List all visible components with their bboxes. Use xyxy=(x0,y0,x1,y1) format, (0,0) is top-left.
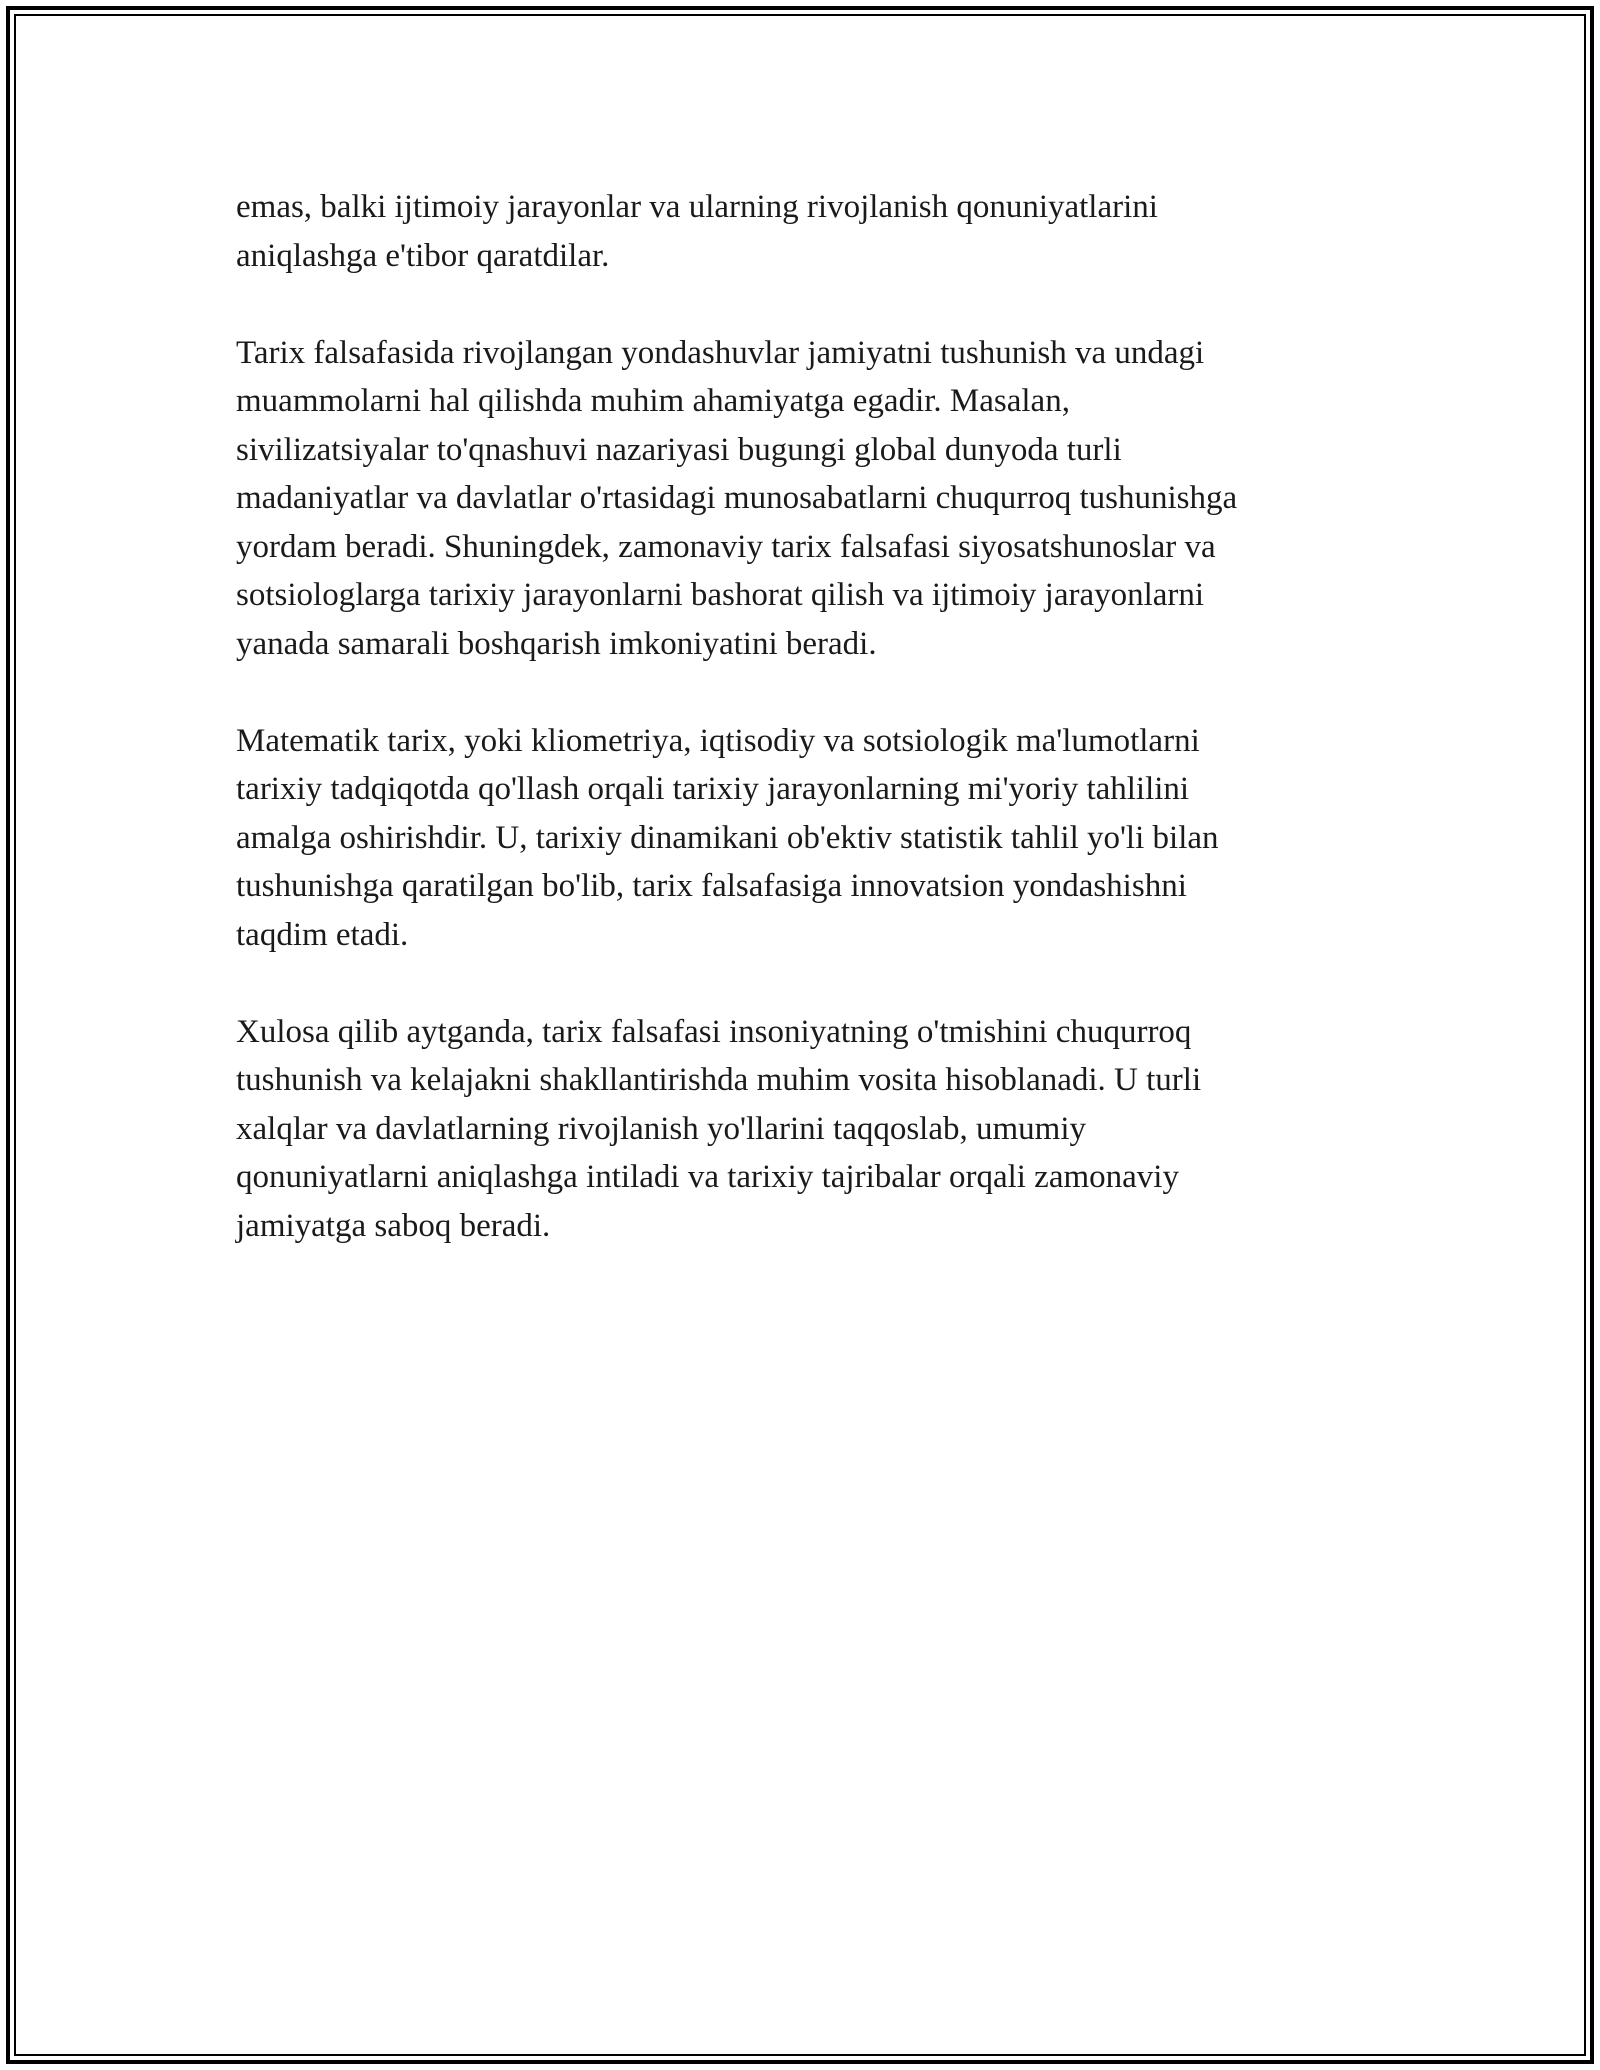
text-line: madaniyatlar va davlatlar o'rtasidagi munosabatlarni chuqurroq tushunishga xyxy=(236,480,1238,516)
text-line: sivilizatsiyalar to'qnashuvi nazariyasi bugungi global dunyoda turli xyxy=(236,431,1122,468)
text-line: yanada samarali boshqarish imkoniyatini beradi. xyxy=(236,625,877,662)
text-line: Matematik tarix, yoki kliometriya, iqtisodiy va sotsiologik ma'lumotlarni xyxy=(236,722,1200,759)
paragraph-1 xyxy=(236,183,1366,280)
text-line: Tarix falsafasida rivojlangan yondashuvlar jamiyatni tushunish va undagi xyxy=(236,334,1205,371)
text-line: jamiyatga saboq beradi. xyxy=(236,1207,551,1244)
paragraph-3 xyxy=(236,717,1366,960)
text-line: amalga oshirishdir. U, tarixiy dinamikani ob'ektiv statistik tahlil yo'li bilan xyxy=(236,819,1219,856)
text-line: xalqlar va davlatlarning rivojlanish yo'llarini taqqoslab, umumiy xyxy=(236,1110,1087,1147)
text-line: yordam beradi. Shuningdek, zamonaviy tarix falsafasi siyosatshunoslar va xyxy=(236,528,1216,565)
text-line: Xulosa qilib aytganda, tarix falsafasi insoniyatning o'tmishini chuqurroq xyxy=(236,1013,1192,1050)
text-line: tushunish va kelajakni shakllantirishda muhim vosita hisoblanadi. U turli xyxy=(236,1062,1202,1098)
text-line: taqdim etadi. xyxy=(236,916,409,953)
text-line: aniqlashga e'tibor qaratdilar. xyxy=(236,237,610,274)
text-line: tushunishga qaratilgan bo'lib, tarix falsafasiga innovatsion yondashishni xyxy=(236,868,1187,904)
text-line: qonuniyatlarni aniqlashga intiladi va tarixiy tajribalar orqali zamonaviy xyxy=(236,1159,1179,1195)
paragraph-4 xyxy=(236,1008,1366,1251)
document-body xyxy=(236,183,1366,1299)
paragraph-2 xyxy=(236,329,1366,669)
text-line: muammolarni hal qilishda muhim ahamiyatga egadir. Masalan, xyxy=(236,383,1070,419)
text-line: tarixiy tadqiqotda qo'llash orqali tarixiy jarayonlarning mi'yoriy tahlilini xyxy=(236,771,1190,807)
text-line: emas, balki ijtimoiy jarayonlar va ularning rivojlanish qonuniyatlarini xyxy=(236,189,1158,225)
text-line: sotsiologlarga tarixiy jarayonlarni bashorat qilish va ijtimoiy jarayonlarni xyxy=(236,577,1205,613)
